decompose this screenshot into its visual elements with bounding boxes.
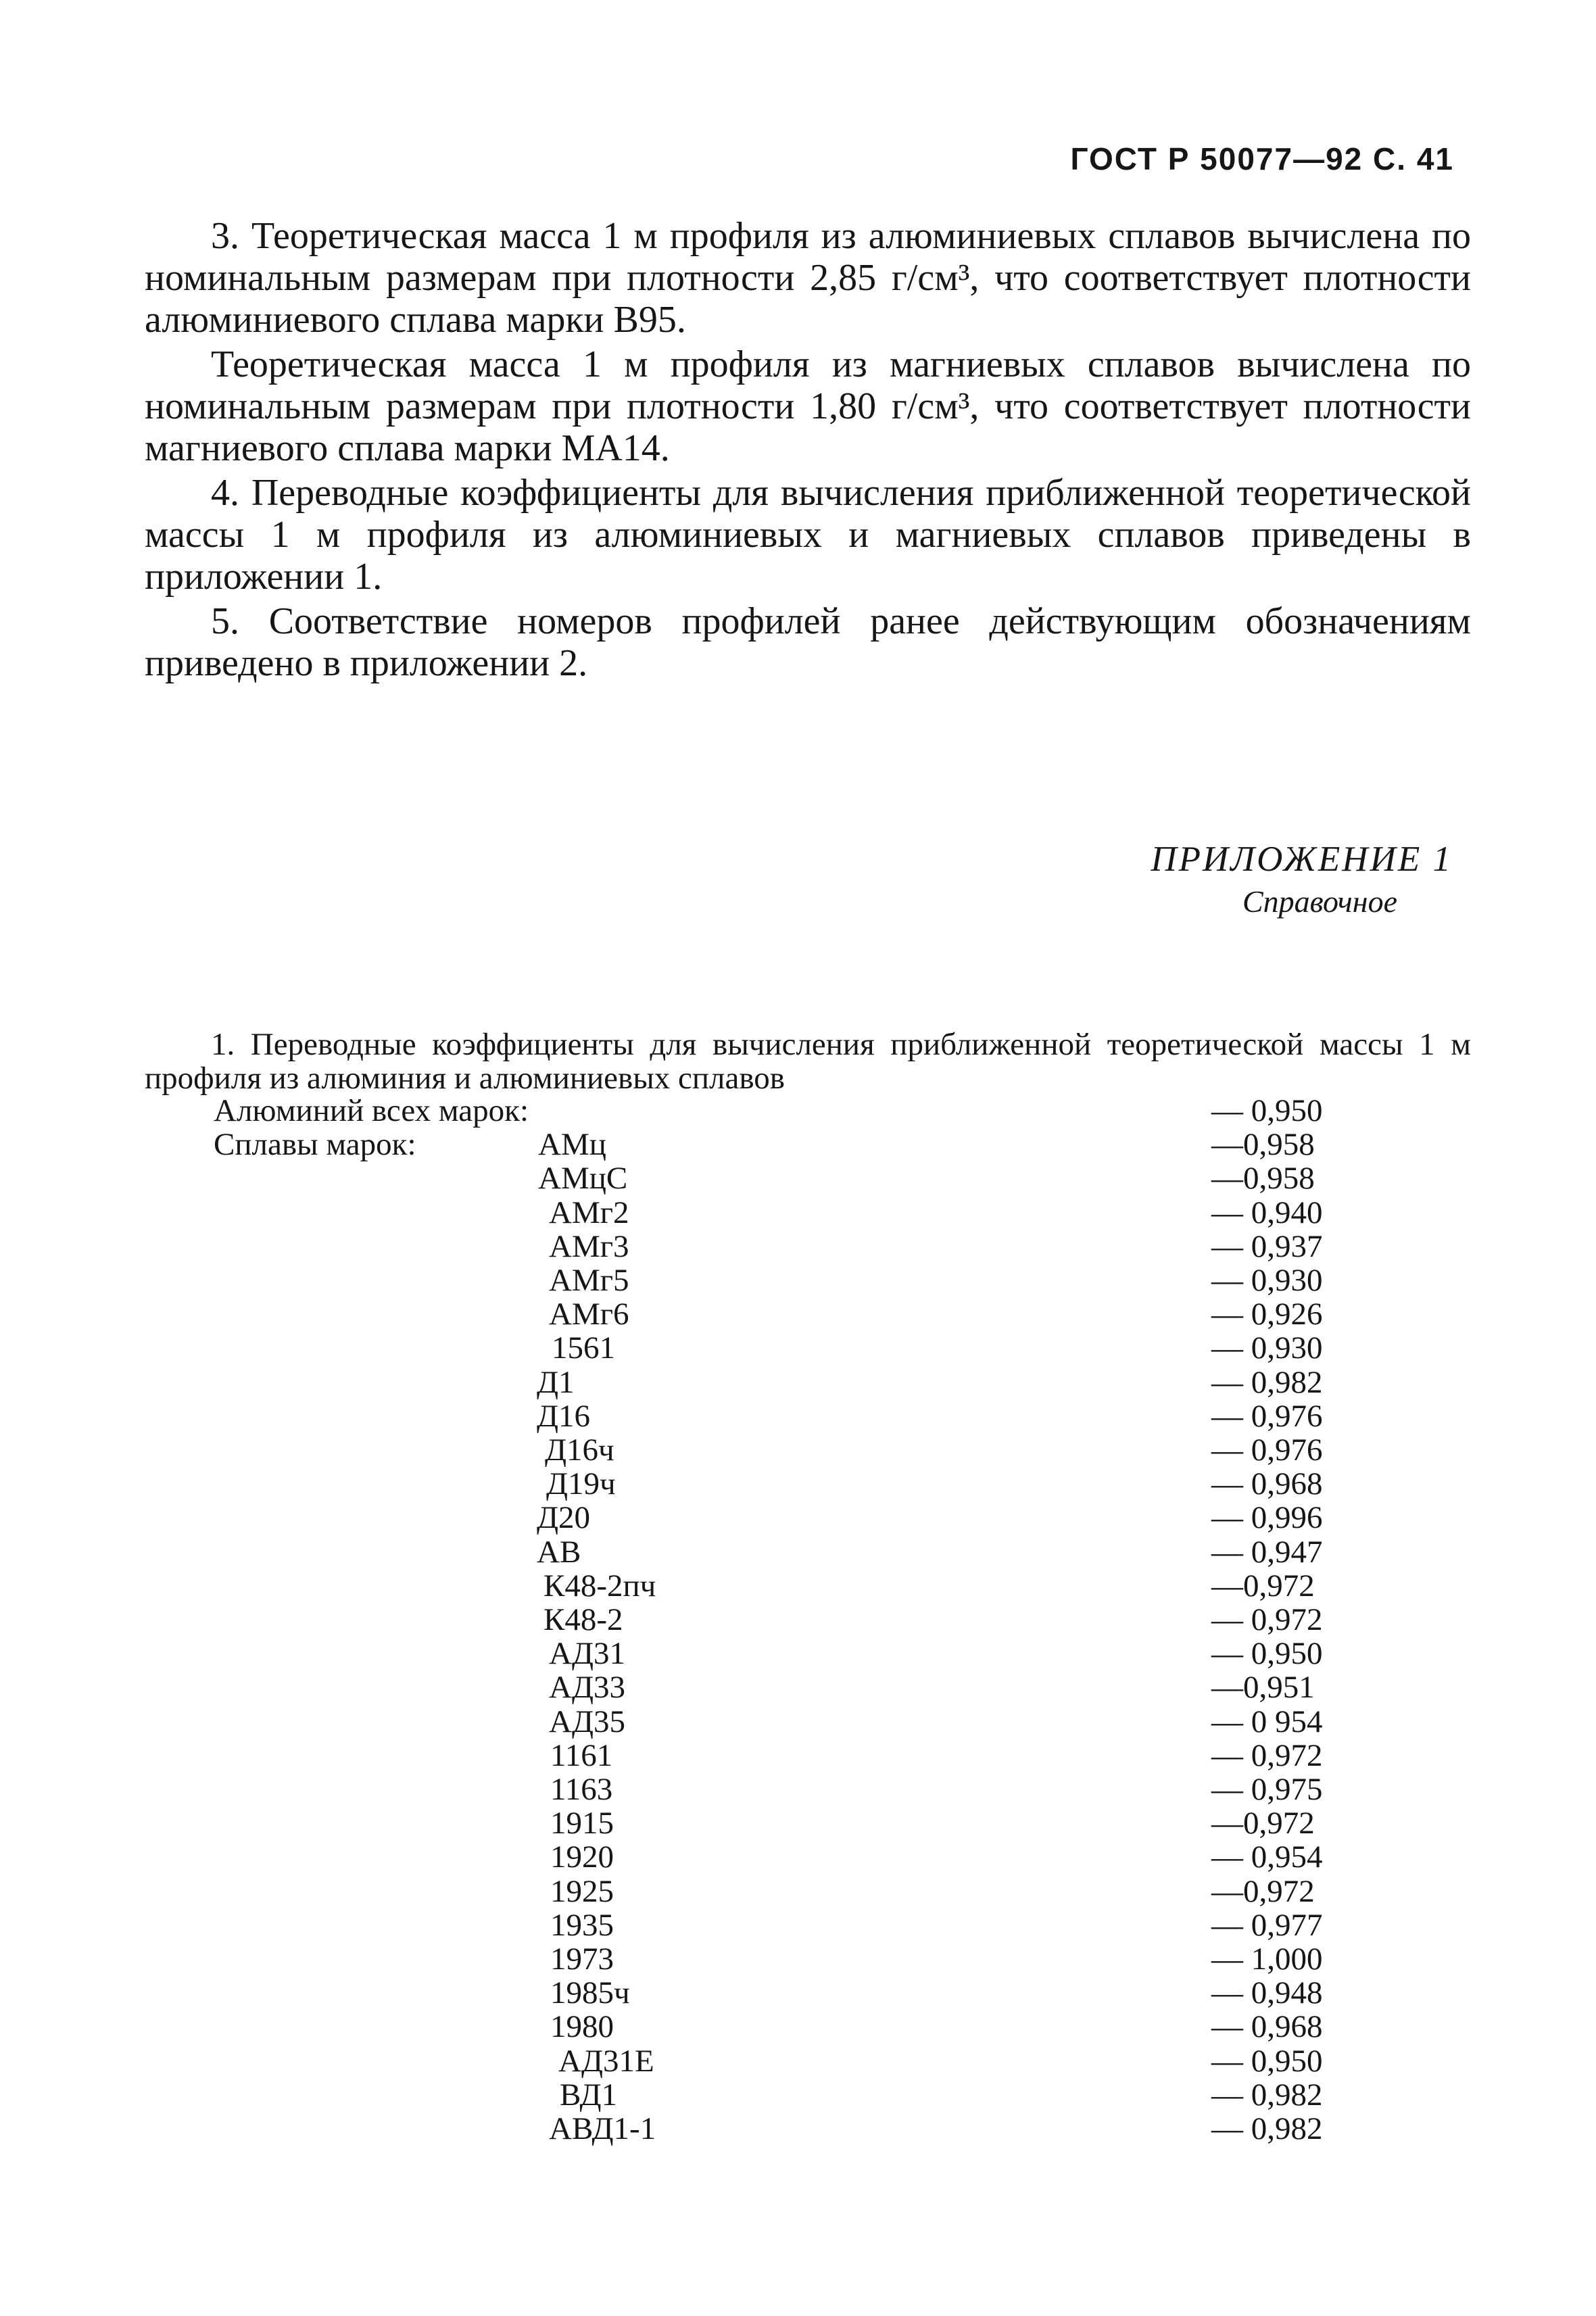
- table-row: [214, 1569, 1363, 1603]
- coefficient-value: — 0,926: [1211, 1297, 1323, 1332]
- table-row: [214, 1399, 1363, 1433]
- coefficient-value: — 0,972: [1211, 1602, 1323, 1637]
- alloy-grade: АД31Е: [558, 2044, 654, 2079]
- table-row: [214, 1161, 1363, 1195]
- coefficient-value: —0,958: [1211, 1161, 1315, 1196]
- appendix-subtitle: Справочное: [1242, 884, 1397, 919]
- table-row: [214, 1094, 1363, 1128]
- coefficient-value: —0,951: [1211, 1670, 1315, 1705]
- table-row: [214, 1875, 1363, 1908]
- coefficient-value: — 0,968: [1211, 2009, 1323, 2044]
- table-row: [214, 1230, 1363, 1263]
- alloy-grade: 1915: [550, 1806, 614, 1841]
- paragraph-3: 3. Теоретическая масса 1 м профиля из алюминиевых сплавов вычислена по номинальным размерам при плотности 2,85 г/см³, что соответствует плотности алюминиевого сплава марки В95.: [145, 215, 1471, 341]
- table-row: [214, 1467, 1363, 1501]
- coefficient-value: — 0,940: [1211, 1195, 1323, 1230]
- coefficient-value: — 0,930: [1211, 1330, 1323, 1366]
- alloy-grade: АМг2: [549, 1195, 629, 1230]
- coefficient-value: — 0 954: [1211, 1704, 1323, 1739]
- coefficient-value: — 0,982: [1211, 1365, 1323, 1400]
- alloy-grade: 1980: [550, 2009, 614, 2044]
- table-row: [214, 1840, 1363, 1874]
- coefficient-value: — 0,950: [1211, 1636, 1323, 1671]
- coefficient-value: — 0,975: [1211, 1772, 1323, 1807]
- table-row: [214, 1603, 1363, 1637]
- coefficient-value: — 0,947: [1211, 1535, 1323, 1570]
- alloy-grade: К48-2: [543, 1602, 623, 1637]
- alloy-grade: 1920: [550, 1839, 614, 1875]
- alloy-grade: АВД1-1: [549, 2111, 656, 2146]
- coefficient-value: — 1,000: [1211, 1941, 1323, 1977]
- table-row: [214, 1366, 1363, 1399]
- alloy-grade: Д16ч: [545, 1432, 614, 1468]
- table-row: [214, 1976, 1363, 2010]
- table-row: [214, 1501, 1363, 1535]
- table-row: [214, 1535, 1363, 1569]
- table-row: [214, 1806, 1363, 1840]
- paragraph-5: 5. Соответствие номеров профилей ранее действующим обозначениям приведено в приложении 2.: [145, 600, 1471, 684]
- coefficient-value: — 0,954: [1211, 1839, 1323, 1875]
- alloy-grade: АД31: [549, 1636, 626, 1671]
- coefficient-value: —0,972: [1211, 1874, 1315, 1909]
- alloy-grade: АМг6: [549, 1297, 629, 1332]
- table-row: [214, 1433, 1363, 1467]
- coefficient-value: — 0,950: [1211, 2044, 1323, 2079]
- appendix-title: ПРИЛОЖЕНИЕ 1: [1151, 840, 1453, 879]
- coefficient-value: —0,958: [1211, 1127, 1315, 1162]
- running-head: ГОСТ Р 50077—92 С. 41: [1070, 141, 1454, 176]
- alloy-grade: АД33: [549, 1670, 626, 1705]
- alloy-grade: Д1: [537, 1365, 575, 1400]
- appendix-heading: [1151, 837, 1453, 922]
- coefficient-value: — 0,968: [1211, 1466, 1323, 1501]
- paragraph-4: 4. Переводные коэффициенты для вычисления приближенной теоретической массы 1 м профиля из алюминиевых и магниевых сплавов приведены в приложении 1.: [145, 472, 1471, 598]
- coefficient-value: — 0,977: [1211, 1908, 1323, 1943]
- row-label: Алюминий всех марок:: [214, 1093, 529, 1128]
- alloy-grade: 1161: [550, 1738, 613, 1773]
- coefficient-value: —0,972: [1211, 1568, 1315, 1603]
- paragraph-3-magnesium: Теоретическая масса 1 м профиля из магниевых сплавов вычислена по номинальным размерам при плотности 1,80 г/см³, что соответствует плотности магниевого сплава марки МА14.: [145, 343, 1471, 469]
- coefficient-value: —0,972: [1211, 1806, 1315, 1841]
- alloy-grade: АМг5: [549, 1263, 629, 1298]
- alloy-grade: 1973: [550, 1941, 614, 1977]
- table-row: [214, 2010, 1363, 2044]
- table-row: [214, 2044, 1363, 2078]
- table-row: [214, 2078, 1363, 2112]
- alloy-grade: Д19ч: [546, 1466, 616, 1501]
- coefficient-value: — 0,996: [1211, 1500, 1323, 1535]
- alloy-grade: 1163: [550, 1772, 613, 1807]
- table-row: [214, 1637, 1363, 1670]
- table-row: [214, 1128, 1363, 1161]
- alloy-grade: АМцС: [538, 1161, 628, 1196]
- coefficient-value: — 0,982: [1211, 2077, 1323, 2113]
- alloy-grade: 1925: [550, 1874, 614, 1909]
- table-row: [214, 1942, 1363, 1976]
- table-row: [214, 1772, 1363, 1806]
- coefficient-value: — 0,976: [1211, 1432, 1323, 1468]
- table-row: [214, 1670, 1363, 1704]
- coefficient-value: — 0,972: [1211, 1738, 1323, 1773]
- alloy-grade: 1561: [552, 1330, 615, 1366]
- coefficient-value: — 0,950: [1211, 1093, 1323, 1128]
- table-row: [214, 1263, 1363, 1297]
- table-row: [214, 1705, 1363, 1739]
- row-label: Сплавы марок:: [214, 1127, 416, 1162]
- alloy-grade: АМц: [538, 1127, 606, 1162]
- table-row: [214, 1297, 1363, 1331]
- table-row: [214, 2112, 1363, 2146]
- table-row: [214, 1196, 1363, 1230]
- alloy-grade: Д20: [537, 1500, 591, 1535]
- coefficient-table-intro: 1. Переводные коэффициенты для вычисления приближенной теоретической массы 1 м профиля из алюминия и алюминиевых сплавов: [145, 1027, 1471, 1096]
- table-row: [214, 1331, 1363, 1365]
- coefficient-value: — 0,982: [1211, 2111, 1323, 2146]
- coefficient-value: — 0,976: [1211, 1399, 1323, 1434]
- alloy-grade: АВ: [537, 1535, 581, 1570]
- alloy-grade: АД35: [549, 1704, 626, 1739]
- coefficient-value: — 0,937: [1211, 1229, 1323, 1264]
- coefficient-value: — 0,930: [1211, 1263, 1323, 1298]
- alloy-grade: К48-2пч: [543, 1568, 656, 1603]
- alloy-grade: ВД1: [560, 2077, 618, 2113]
- alloy-grade: Д16: [537, 1399, 591, 1434]
- table-row: [214, 1908, 1363, 1942]
- body-text: [145, 215, 1471, 687]
- alloy-grade: 1935: [550, 1908, 614, 1943]
- alloy-grade: АМг3: [549, 1229, 629, 1264]
- coefficient-value: — 0,948: [1211, 1975, 1323, 2010]
- alloy-grade: 1985ч: [550, 1975, 630, 2010]
- table-row: [214, 1739, 1363, 1772]
